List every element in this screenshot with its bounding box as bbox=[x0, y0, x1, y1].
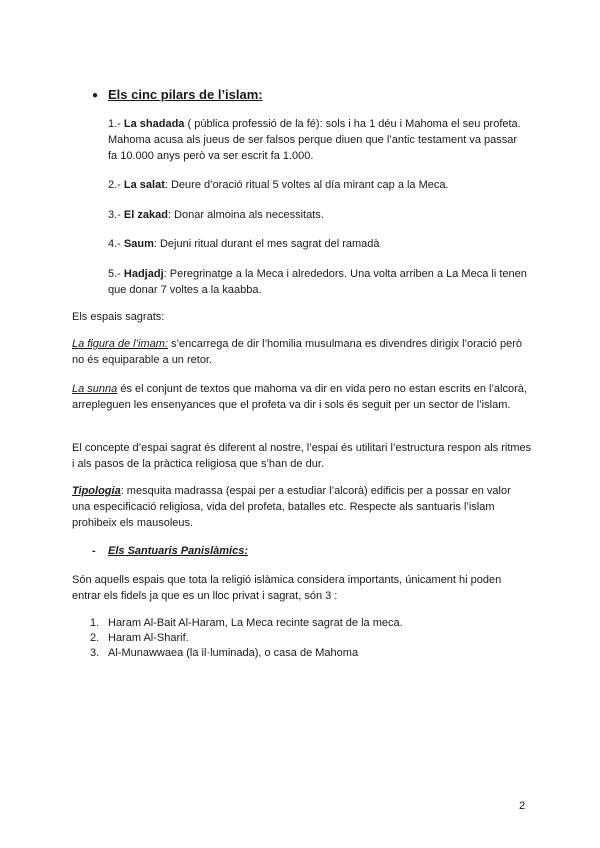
pillar-term: Saum bbox=[123, 238, 154, 250]
list-item: 3. Al-Munawwaea (la il·luminada), o casa de Mahoma bbox=[90, 647, 359, 659]
santuaris-paragraph: Són aquells espais que tota la religió islàmica considera importants, únicament hi poden entrar els fidels ja que es un lloc privat i sagrat, són 3 : bbox=[72, 574, 502, 602]
list-item: 1. Haram Al-Bait Al-Haram, La Meca recinte sagrat de la meca. bbox=[90, 617, 403, 629]
santuaris-heading: Els Santuaris Panislàmics: bbox=[108, 545, 249, 557]
pillar-4: 4.- Saum: Dejuni ritual durant el mes sagrat del ramadà bbox=[108, 238, 380, 250]
pillar-3: 3.- El zakad: Donar almoina als necessitats. bbox=[108, 209, 324, 221]
pillar-2: 2.- La salat: Deure d’oració ritual 5 voltes al día mirant cap a la Meca. bbox=[108, 179, 449, 191]
spaces-intro: Els espais sagrats: bbox=[72, 311, 165, 323]
pillar-term: La salat bbox=[123, 179, 165, 191]
list-item: 2. Haram Al-Sharif. bbox=[90, 632, 189, 644]
page-number: 2 bbox=[519, 800, 526, 812]
pillar-term: La shadada bbox=[123, 118, 185, 130]
imam-term: La figura de l’imam: bbox=[72, 338, 168, 350]
pillar-term: El zakad bbox=[123, 209, 168, 221]
bullet-icon: ● bbox=[92, 90, 99, 101]
pillar-term: Hadjadj bbox=[123, 268, 164, 280]
tipologia-paragraph: Tipologia: mesquita madrassa (espai per a estudiar l’alcorà) edificis per a possar en valor una especificació religiosa, vida del profeta, batalles etc. Respecte als santuaris l’islam prohibeix els mausoleus. bbox=[72, 485, 511, 529]
tipologia-term: Tipologia bbox=[72, 485, 121, 497]
dash-bullet-icon: - bbox=[92, 545, 96, 557]
concept-paragraph: El concepte d’espai sagrat és diferent al nostre, l’espai és utilitari l’estructura respon als ritmes i als pasos de la pràctica religiosa que s’han de dur. bbox=[72, 442, 532, 470]
sunna-paragraph: La sunna és el conjunt de textos que mahoma va dir en vida pero no estan escrits en l’alcorà, arrepleguen les ensenyances que el profeta va dir i sols és seguit per un sector de l’islam. bbox=[72, 383, 527, 411]
pillars-heading: Els cinc pilars de l’islam: bbox=[108, 87, 263, 102]
pillar-1: 1.- La shadada ( pública professió de la fé): sols i ha 1 déu i Mahoma el seu profeta. Mahoma acusa als jueus de ser falsos perque diuen que l’antic testament va passar fa 10.000 anys però va ser escrit fa 1.000. bbox=[108, 118, 521, 162]
imam-paragraph: La figura de l’imam: s’encarrega de dir l’homilia musulmana es divendres dirigix l’oració però no és equiparable a un retor. bbox=[72, 338, 522, 366]
pillar-5: 5.- Hadjadj: Peregrinatge a la Meca i alrededors. Una volta arriben a La Meca li tenen que donar 7 voltes a la kaabba. bbox=[108, 268, 527, 296]
sunna-term: La sunna bbox=[72, 383, 118, 395]
